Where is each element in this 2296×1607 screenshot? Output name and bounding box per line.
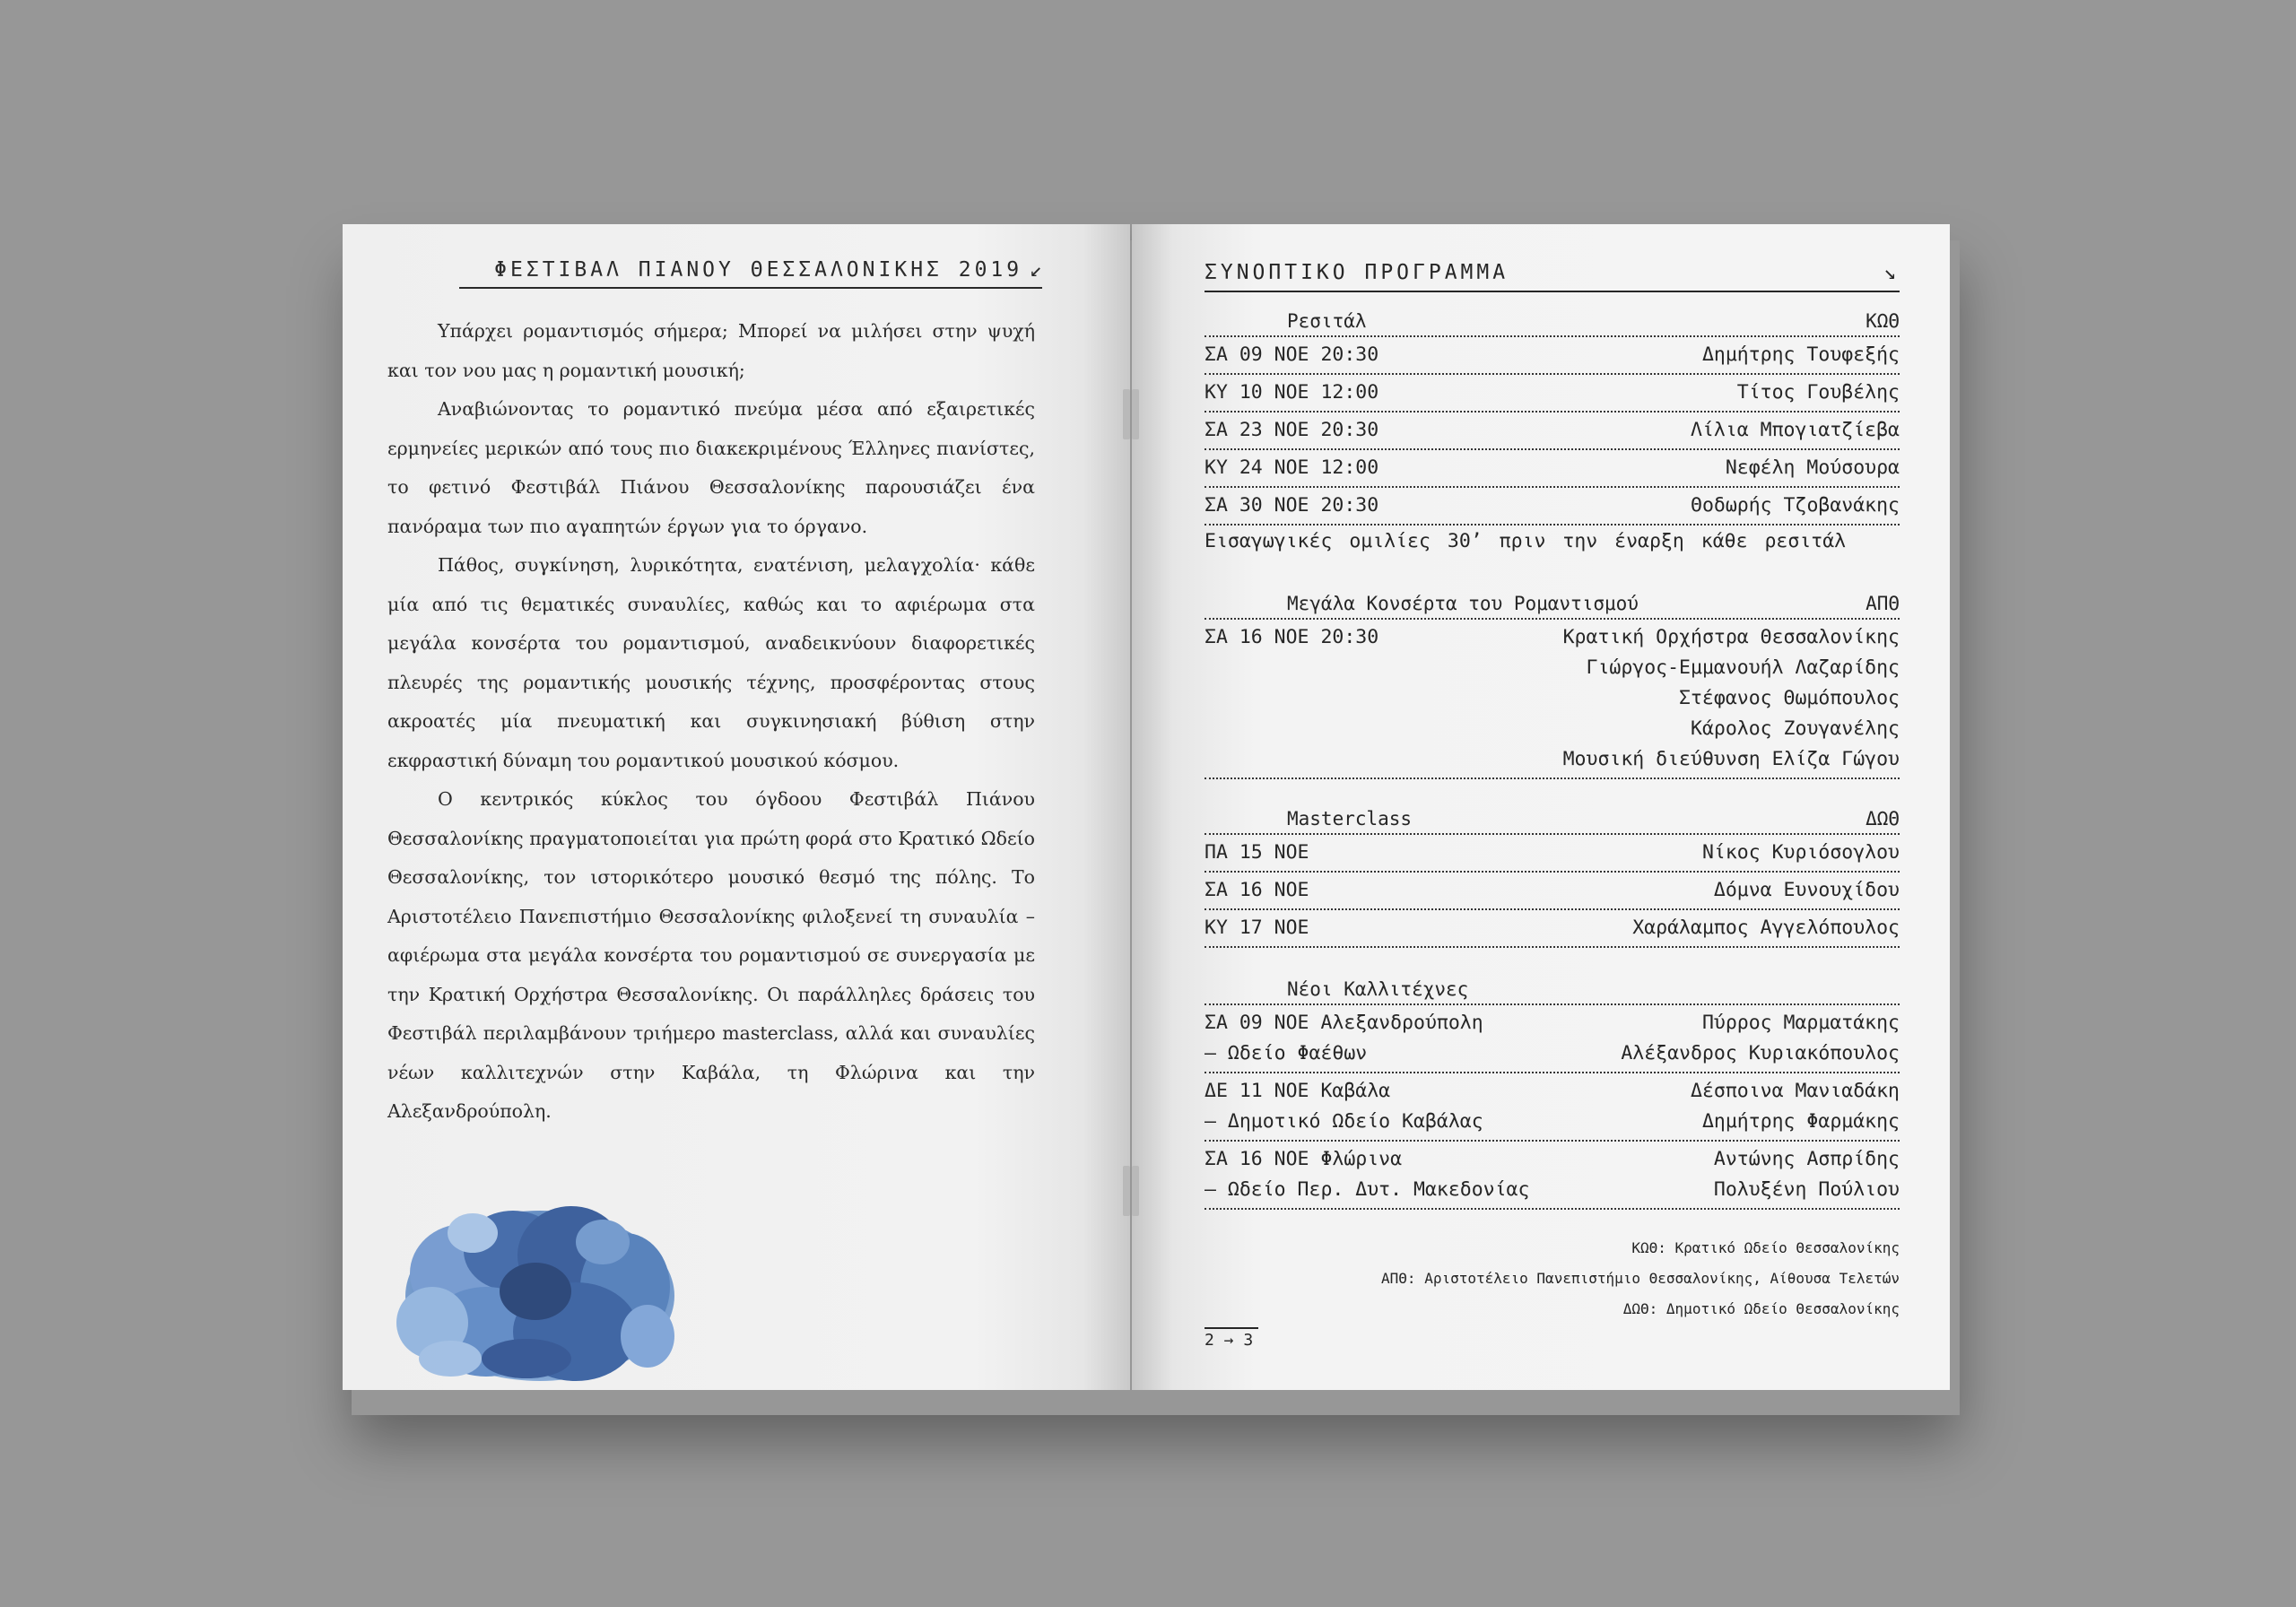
paragraph: Υπάρχει ρομαντισμός σήμερα; Μπορεί να μιλήσει στην ψυχή και τον νου μας η ρομαντική μουσική; (387, 320, 1035, 381)
performer: Νεφέλη Μούσουρα (1725, 456, 1900, 479)
left-page (343, 224, 1130, 1390)
performer-list (1621, 1008, 1900, 1069)
performer-list (1714, 1144, 1900, 1205)
recitals-section (1205, 305, 1900, 558)
event-date: ΠΑ 15 ΝΟΕ (1205, 841, 1309, 864)
schedule-row (1205, 1142, 1900, 1210)
event-date-city: ΔΕ 11 ΝΟΕ Καβάλα (1205, 1080, 1391, 1102)
event-date: ΚΥ 10 ΝΟΕ 12:00 (1205, 381, 1379, 404)
performer-list (1691, 1076, 1900, 1137)
section-title: Masterclass (1287, 808, 1413, 830)
section-header (1205, 587, 1900, 620)
event-info (1205, 1008, 1483, 1069)
paragraph: Ο κεντρικός κύκλος του όγδοου Φεστιβάλ Πιάνου Θεσσαλονίκης πραγματοποιείται για πρώτη φορά στο Κρατικό Ωδείο Θεσσαλονίκης, τον ιστορικότερο μουσικό θεσμό της πόλης. Το Αριστοτέλειο Πανεπιστήμιο Θεσσαλονίκης φιλοξενεί τη συναυλία – αφιέρωμα στα μεγάλα κονσέρτα του ρομαντισμού σε συνεργασία με την Κρατική Ορχήστρα Θεσσαλονίκης. Οι παράλληλες δράσεις του Φεστιβάλ περιλαμβάνουν τριήμερο masterclass, αλλά και συναυλίες νέων καλλιτεχνών στην Καβάλα, τη Φλώρινα και την Αλεξανδρούπολη. (387, 788, 1035, 1122)
schedule-row (1205, 910, 1900, 948)
arrow-down-right-icon: ↘ (1883, 261, 1896, 284)
event-info (1205, 1144, 1529, 1205)
recital-note: Εισαγωγικές ομιλίες 30’ πριν την έναρξη κάθε ρεσιτάλ (1205, 530, 1847, 552)
schedule-row (1205, 873, 1900, 910)
section-venue: ΔΩΘ (1866, 808, 1900, 830)
masterclass-section (1205, 803, 1900, 948)
performer: Πύρρος Μαρματάκης (1701, 1012, 1900, 1034)
performer: Τίτος Γουβέλης (1736, 381, 1900, 404)
schedule-row (1205, 1005, 1900, 1073)
section-header (1205, 973, 1900, 1005)
staple-top (1123, 389, 1130, 439)
event-venue: – Ωδείο Φαέθων (1205, 1042, 1368, 1064)
legend-item: ΔΩΘ: Δημοτικό Ωδείο Θεσσαλονίκης (1622, 1300, 1900, 1317)
page-numbers: 2 → 3 (1205, 1327, 1258, 1350)
performer: Αντώνης Ασπρίδης (1713, 1148, 1900, 1170)
event-date: ΣΑ 30 ΝΟΕ 20:30 (1205, 494, 1379, 517)
event-date: ΣΑ 23 ΝΟΕ 20:30 (1205, 419, 1379, 441)
event-date: ΚΥ 17 ΝΟΕ (1205, 916, 1309, 939)
event-date: ΣΑ 16 ΝΟΕ (1205, 879, 1309, 901)
event-date: ΣΑ 16 ΝΟΕ 20:30 (1205, 626, 1379, 648)
intro-text (387, 312, 1035, 1132)
performer: Δόμνα Ευνουχίδου (1713, 879, 1900, 901)
section-venue: ΚΩΘ (1866, 310, 1900, 332)
staple-bottom (1132, 1166, 1139, 1216)
performer: Δέσποινα Μανιαδάκη (1691, 1080, 1900, 1102)
performer: Κάρολος Ζουγανέλης (1691, 717, 1900, 740)
section-title: Ρεσιτάλ (1287, 310, 1367, 332)
event-date-city: ΣΑ 09 ΝΟΕ Αλεξανδρούπολη (1205, 1012, 1483, 1034)
schedule-row (1205, 835, 1900, 873)
performer: Θοδωρής Τζοβανάκης (1691, 494, 1900, 517)
section-header (1205, 305, 1900, 337)
performer: Πολυξένη Πούλιου (1713, 1178, 1900, 1201)
schedule-row (1205, 337, 1900, 375)
performer: Κρατική Ορχήστρα Θεσσαλονίκης (1562, 626, 1900, 648)
section-title: Νέοι Καλλιτέχνες (1287, 978, 1469, 1000)
performer: Λίλια Μπογιατζίεβα (1691, 419, 1900, 441)
performer: Μουσική διεύθυνση Ελίζα Γώγου (1562, 748, 1900, 770)
blue-flower-illustration (378, 1166, 692, 1381)
performer: Γιώργος-Εμμανουήλ Λαζαρίδης (1586, 656, 1900, 679)
staple-top (1132, 389, 1139, 439)
arrow-down-left-icon: ↙ (1030, 258, 1042, 282)
schedule-row (1205, 620, 1900, 779)
festival-header (459, 258, 1042, 289)
concertos-section (1205, 587, 1900, 779)
section-title: Μεγάλα Κονσέρτα του Ρομαντισμού (1287, 593, 1639, 614)
performer: Δημήτρης Φαρμάκης (1701, 1110, 1900, 1133)
section-venue: ΑΠΘ (1866, 593, 1900, 614)
programme-header (1205, 255, 1900, 292)
venue-legend (1205, 1233, 1900, 1325)
event-venue: – Ωδείο Περ. Δυτ. Μακεδονίας (1205, 1178, 1530, 1201)
performer: Νίκος Κυριόσογλου (1701, 841, 1900, 864)
festival-title: ΦΕΣΤΙΒΑΛ ΠΙΑΝΟΥ ΘΕΣΣΑΛΟΝΙΚΗΣ 2019 (494, 258, 1023, 282)
section-header (1205, 803, 1900, 835)
programme-title: ΣΥΝΟΠΤΙΚΟ ΠΡΟΓΡΑΜΜΑ (1205, 261, 1509, 284)
schedule-row (1205, 375, 1900, 413)
young-artists-section (1205, 973, 1900, 1210)
event-info (1205, 1076, 1483, 1137)
performer: Στέφανος Θωμόπουλος (1679, 687, 1900, 709)
event-date-city: ΣΑ 16 ΝΟΕ Φλώρινα (1205, 1148, 1403, 1170)
schedule-row (1205, 413, 1900, 450)
event-date: ΣΑ 09 ΝΟΕ 20:30 (1205, 343, 1379, 366)
paragraph: Πάθος, συγκίνηση, λυρικότητα, ενατένιση, μελαγχολία· κάθε μία από τις θεματικές συναυλίες, καθώς και το αφιέρωμα στα μεγάλα κονσέρτα του ρομαντισμού, αναδεικνύουν διαφορετικές πλευρές της ρομαντικής μουσικής τέχνης, προσφέροντας στους ακροατές μία πνευματική και συγκινησιακή βύθιση στην εκφραστική δύναμη του ρομαντικού μουσικού κόσμου. (387, 554, 1035, 771)
performer: Δημήτρης Τουφεξής (1701, 343, 1900, 366)
staple-bottom (1123, 1166, 1130, 1216)
performer: Αλέξανδρος Κυριακόπουλος (1621, 1042, 1900, 1064)
legend-item: ΚΩΘ: Κρατικό Ωδείο Θεσσαλονίκης (1631, 1239, 1900, 1256)
event-venue: – Δημοτικό Ωδείο Καβάλας (1205, 1110, 1483, 1133)
performer-list (1563, 622, 1900, 775)
schedule-row (1205, 1073, 1900, 1142)
performer: Χαράλαμπος Αγγελόπουλος (1632, 916, 1900, 939)
legend-item: ΑΠΘ: Αριστοτέλειο Πανεπιστήμιο Θεσσαλονίκης, Αίθουσα Τελετών (1381, 1270, 1900, 1287)
schedule-row (1205, 450, 1900, 488)
schedule-row (1205, 488, 1900, 526)
right-page (1132, 224, 1950, 1390)
event-date: ΚΥ 24 ΝΟΕ 12:00 (1205, 456, 1379, 479)
paragraph: Αναβιώνοντας το ρομαντικό πνεύμα μέσα από εξαιρετικές ερμηνείες μερικών από τους πιο διακεκριμένους Έλληνες πιανίστες, το φετινό Φεστιβάλ Πιάνου Θεσσαλονίκης παρουσιάζει ένα πανόραμα των πιο αγαπητών έργων για το όργανο. (387, 398, 1035, 537)
